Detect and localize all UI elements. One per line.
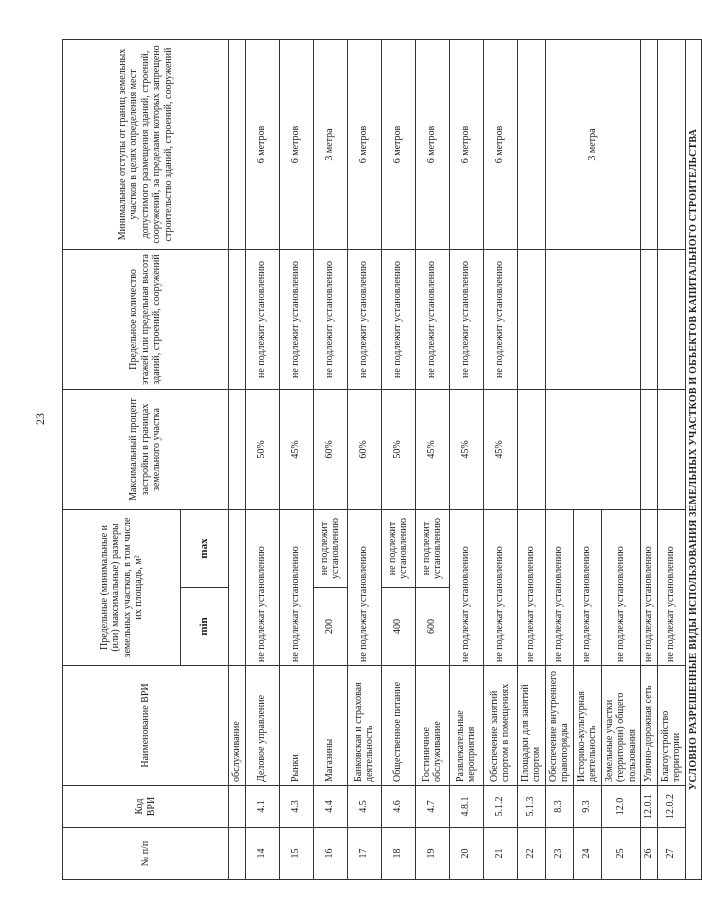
row-min: 400 <box>381 588 415 666</box>
row-code: 12.0 <box>601 786 641 828</box>
table-row <box>279 39 313 879</box>
final-heading: УСЛОВНО РАЗРЕШЕННЫЕ ВИДЫ ИСПОЛЬЗОВАНИЯ ЗЕМЕЛЬНЫХ УЧАСТКОВ И ОБЪЕКТОВ КАПИТАЛЬНОГО СТРОИТЕЛЬСТВА <box>685 39 702 879</box>
table-row <box>545 39 573 879</box>
row-setback: 6 метров <box>483 39 517 249</box>
row-size: не подлежат установлению <box>641 509 658 665</box>
row-code: 4.1 <box>245 786 279 828</box>
row-floors: не подлежит установлению <box>313 249 347 389</box>
row-floors: не подлежит установлению <box>381 249 415 389</box>
row-percent: 50% <box>245 389 279 509</box>
row-name: Земельные участки (территории) общего пользования <box>601 666 641 786</box>
header-max: max <box>181 509 229 587</box>
row-code: 5.1.3 <box>517 786 545 828</box>
final-heading-row <box>685 39 702 879</box>
rotated-sheet <box>62 40 699 880</box>
row-percent: 60% <box>347 389 381 509</box>
header-setback: Минимальные отступы от границ земельных участков в целях определения мест допустимого размещения зданий, строений, сооружений, за пределами которых запрещено строительство зданий, строений, сооружений <box>63 39 229 249</box>
row-setback: 6 метров <box>245 39 279 249</box>
row-num: 27 <box>657 828 685 880</box>
row-name: Благоустройство территории <box>657 666 685 786</box>
header-code: Код ВРИ <box>63 786 229 828</box>
row-setback: 3 метра <box>313 39 347 249</box>
row-code: 8.3 <box>545 786 573 828</box>
row-size: не подлежат установлению <box>573 509 601 665</box>
row-min: 600 <box>415 588 449 666</box>
row-percent: 45% <box>449 389 483 509</box>
row-size: не подлежат установлению <box>657 509 685 665</box>
row-num: 15 <box>279 828 313 880</box>
table-row <box>415 39 449 879</box>
row-percent: 45% <box>279 389 313 509</box>
row-code: 4.6 <box>381 786 415 828</box>
row-name: Развлекательные мероприятия <box>449 666 483 786</box>
row-name: Обеспечение занятий спортом в помещениях <box>483 666 517 786</box>
row-size: не подлежат установлению <box>449 509 483 665</box>
row-percent: 60% <box>313 389 347 509</box>
row-setback: 6 метров <box>415 39 449 249</box>
row-percent: 50% <box>381 389 415 509</box>
row-size: не подлежат установлению <box>483 509 517 665</box>
row-code: 5.1.2 <box>483 786 517 828</box>
table-row <box>381 39 415 879</box>
table-row <box>641 39 658 879</box>
row-num: 18 <box>381 828 415 880</box>
header-min: min <box>181 588 229 666</box>
row-max: не подлежит установлению <box>415 509 449 587</box>
header-name: Наименование ВРИ <box>63 666 229 786</box>
row-num: 19 <box>415 828 449 880</box>
row-floors: не подлежит установлению <box>347 249 381 389</box>
table-row <box>347 39 381 879</box>
row-num: 21 <box>483 828 517 880</box>
row-size: не подлежат установлению <box>517 509 545 665</box>
row-code: 9.3 <box>573 786 601 828</box>
row-name: Площадки для занятий спортом <box>517 666 545 786</box>
row-name: Общественное питание <box>381 666 415 786</box>
table-row <box>517 39 545 879</box>
header-floors: Предельное количество этажей или предельная высота зданий, строений, сооружений <box>63 249 229 389</box>
row-percent: 45% <box>415 389 449 509</box>
header-row <box>63 39 181 879</box>
row-num: 23 <box>545 828 573 880</box>
row-floors: не подлежит установлению <box>245 249 279 389</box>
table-row <box>229 39 246 879</box>
row-num: 26 <box>641 828 658 880</box>
row-code: 4.4 <box>313 786 347 828</box>
row-setback: 6 метров <box>381 39 415 249</box>
table-row <box>313 39 347 879</box>
row-code: 12.0.1 <box>641 786 658 828</box>
row-min: 200 <box>313 588 347 666</box>
row-setback: 6 метров <box>449 39 483 249</box>
row-setback: 6 метров <box>347 39 381 249</box>
table-row <box>245 39 279 879</box>
row-num: 16 <box>313 828 347 880</box>
row-num: 17 <box>347 828 381 880</box>
row-num: 25 <box>601 828 641 880</box>
row-code: 12.0.2 <box>657 786 685 828</box>
header-percent: Максимальный процент застройки в границах земельного участка <box>63 389 229 509</box>
row-name: Банковская и страховая деятельность <box>347 666 381 786</box>
row-name: Историко-культурная деятельность <box>573 666 601 786</box>
row-name: Магазины <box>313 666 347 786</box>
row-num: 22 <box>517 828 545 880</box>
row-name: Рынки <box>279 666 313 786</box>
row-size: не подлежат установлению <box>347 509 381 665</box>
row-percent: 45% <box>483 389 517 509</box>
row-floors: не подлежит установлению <box>415 249 449 389</box>
row-num: 24 <box>573 828 601 880</box>
table-row <box>657 39 685 879</box>
row-floors: не подлежит установлению <box>279 249 313 389</box>
row-name: Обеспечение внутреннего правопорядка <box>545 666 573 786</box>
row-size: не подлежат установлению <box>279 509 313 665</box>
row-num: 14 <box>245 828 279 880</box>
row-num: 20 <box>449 828 483 880</box>
row-code: 4.5 <box>347 786 381 828</box>
header-num: № п/п <box>63 828 229 880</box>
rotated-table-container <box>62 40 699 880</box>
row-name: Улично-дорожная сеть <box>641 666 658 786</box>
row-size: не подлежат установлению <box>545 509 573 665</box>
row-max: не подлежит установлению <box>313 509 347 587</box>
row-name: Гостиничное обслуживание <box>415 666 449 786</box>
row-floors: не подлежит установлению <box>483 249 517 389</box>
header-size: Предельные (минимальные и (или) максимальные) размеры земельных участков, в том числе их площадь, м² <box>63 509 181 665</box>
land-use-table <box>62 39 702 880</box>
continuation-cell: обслуживание <box>229 666 246 786</box>
row-code: 4.7 <box>415 786 449 828</box>
row-max: не подлежит установлению <box>381 509 415 587</box>
page-number: 23 <box>33 413 47 425</box>
table-row <box>483 39 517 879</box>
row-name: Деловое управление <box>245 666 279 786</box>
row-floors: не подлежит установлению <box>449 249 483 389</box>
row-size: не подлежат установлению <box>245 509 279 665</box>
table-row <box>449 39 483 879</box>
row-size: не подлежат установлению <box>601 509 641 665</box>
merged-setback-cell: 3 метра <box>545 39 641 249</box>
row-code: 4.8.1 <box>449 786 483 828</box>
row-setback: 6 метров <box>279 39 313 249</box>
row-code: 4.3 <box>279 786 313 828</box>
